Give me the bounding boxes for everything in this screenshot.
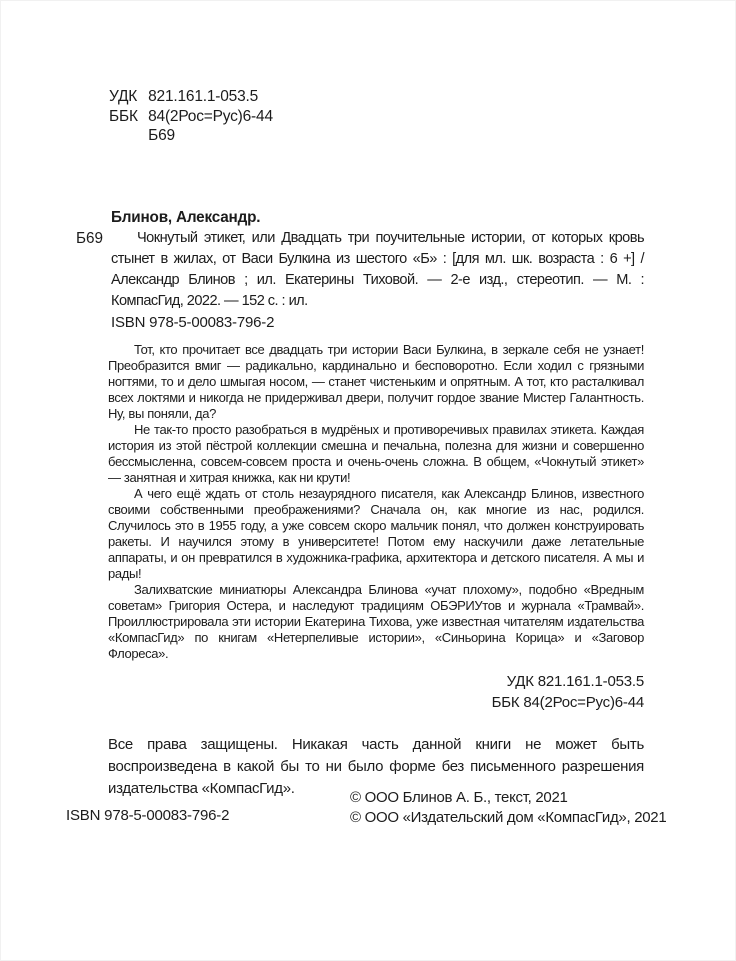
copyright-publisher-line: © ООО «Издательский дом «КомпасГид», 2021 <box>350 809 667 826</box>
bbk-code-row <box>109 107 735 127</box>
bbk-line-bottom: ББК 84(2Рос=Рус)6-44 <box>491 693 644 711</box>
author-sign-row <box>109 126 735 146</box>
annotation-paragraph: А чего ещё ждать от столь незаурядного писателя, как Александр Блинов, известного своими собственными преображениями? Сначала он, как многие из нас, родился. Случилось это в 1955 году, а уже совсем скоро мальчик понял, что должен конструировать ракеты. И научился этому в университете! Потом ему наскучили даже летательные аппараты, и он превратился в художника-графика, архитектора и детского писателя. А мы и рады! <box>108 485 644 581</box>
footer-isbn: ISBN 978-5-00083-796-2 <box>66 807 230 824</box>
classification-codes-bottom <box>1 671 644 713</box>
bbk-label: ББК <box>109 107 138 125</box>
udk-value: 821.161.1-053.5 <box>148 88 259 105</box>
author-heading: Блинов, Александр. <box>111 208 261 226</box>
udk-line-bottom: УДК 821.161.1-053.5 <box>506 672 644 690</box>
bibliographic-record <box>76 207 644 333</box>
author-sign: Б69 <box>148 127 175 144</box>
classification-codes-top <box>109 87 735 146</box>
bbk-value: 84(2Рос=Рус)6-44 <box>148 107 273 125</box>
rights-notice: Все права защищены. Никакая часть данной книги не может быть воспроизведена в какой бы то ни было форме без письменного разрешения издательства «КомпасГид». <box>108 735 644 797</box>
annotation-paragraph: Тот, кто прочитает все двадцать три истории Васи Булкина, в зеркале себя не узнает! Преобразится вмиг — радикально, кардинально и бесповоротно. Если ходил с грязными ногтями, то и дело шмыгая носом, — станет чистеньким и опрятным. А тот, кто расталкивал всех локтями и никогда не придерживал двери, получит гордое звание Мистер Галантность. Ну, вы поняли, да? <box>108 341 644 421</box>
copyright-text-line: © ООО Блинов А. Б., текст, 2021 <box>350 789 568 806</box>
annotation-paragraph: Залихватские миниатюры Александра Блинова «учат плохому», подобно «Вредным советам» Григория Остера, и наследуют традициям ОБЭРИУтов и журнала «Трамвай». Проиллюстрировала эти истории Екатерина Тихова, уже известная читателям издательства «КомпасГид» по книгам «Нетерпеливые истории», «Синьорина Корица» и «Заговор Флореса». <box>108 581 644 661</box>
annotation-paragraph: Не так-то просто разобраться в мудрёных и противоречивых правилах этикета. Каждая история из этой пёстрой коллекции смешна и печальна, полезна для жизни и совершенно бессмысленна, совсем-совсем проста и очень-очень сложна. В общем, «Чокнутый этикет» — занятная и хитрая книжка, как ни крути! <box>108 421 644 485</box>
bibliographic-description: Чокнутый этикет, или Двадцать три поучительные истории, от которых кровь стынет в жилах, от Васи Булкина из шестого «Б» : [для мл. шк. возраста : 6 +] / Александр Блинов ; ил. Екатерины Тиховой. — 2-е изд., стереотип. — М. : КомпасГид, 2022. — 152 с. : ил. <box>111 229 644 309</box>
annotation-block <box>108 342 644 662</box>
isbn-record-line: ISBN 978-5-00083-796-2 <box>111 313 275 331</box>
footer-copyrights <box>350 788 666 828</box>
udk-label: УДК <box>109 88 138 105</box>
udk-code-row <box>109 87 735 107</box>
entry-code: Б69 <box>76 229 104 247</box>
